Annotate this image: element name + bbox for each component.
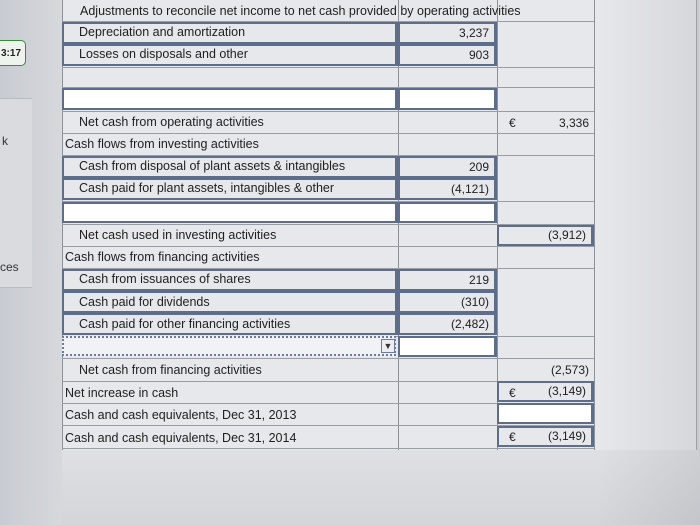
grid-line — [62, 358, 594, 359]
financing-header: Cash flows from financing activities — [65, 250, 260, 264]
label-paid-plant: Cash paid for plant assets, intangibles & other — [79, 181, 335, 195]
value-depreciation: 3,237 — [458, 26, 489, 40]
adjustments-header: Adjustments to reconcile net income to net cash provided by operating activities — [80, 4, 521, 18]
currency-cash-2014: € — [509, 430, 516, 444]
value-disposal: 209 — [468, 160, 489, 174]
value-dividends: (310) — [460, 295, 489, 309]
left-fragment-k: k — [2, 134, 8, 148]
value-net-operating: 3,336 — [558, 116, 589, 130]
empty-label-input-investing[interactable] — [62, 202, 398, 223]
value-input-cash-2013[interactable] — [497, 403, 594, 424]
label-losses: Losses on disposals and other — [79, 47, 248, 61]
empty-value-input-investing[interactable] — [398, 202, 497, 223]
value-losses: 903 — [468, 48, 489, 62]
background-right-shade — [597, 0, 700, 525]
label-net-financing: Net cash from financing activities — [79, 363, 262, 377]
label-net-operating: Net cash from operating activities — [79, 115, 264, 129]
value-issuance: 219 — [468, 273, 489, 287]
value-paid-plant: (4,121) — [450, 182, 489, 196]
dropdown-arrow-icon[interactable]: ▼ — [381, 339, 395, 353]
label-select-financing[interactable] — [62, 336, 396, 356]
grid-line — [594, 0, 595, 450]
label-cash-2014: Cash and cash equivalents, Dec 31, 2014 — [65, 431, 297, 445]
investing-header: Cash flows from investing activities — [65, 137, 259, 151]
label-other-financing: Cash paid for other financing activities — [79, 317, 291, 331]
empty-value-input-financing[interactable] — [398, 336, 497, 357]
currency-net-increase: € — [509, 386, 516, 400]
time-chip — [0, 40, 26, 66]
grid-line — [62, 448, 594, 449]
value-other-financing: (2,482) — [450, 317, 489, 331]
empty-label-input-operating[interactable] — [62, 88, 398, 110]
label-dividends: Cash paid for dividends — [79, 295, 210, 309]
value-cash-2014: (3,149) — [547, 429, 586, 443]
label-depreciation: Depreciation and amortization — [79, 25, 246, 39]
currency-net-operating: € — [509, 116, 516, 130]
label-cash-2013: Cash and cash equivalents, Dec 31, 2013 — [65, 408, 297, 422]
label-issuance: Cash from issuances of shares — [79, 272, 251, 286]
label-net-investing: Net cash used in investing activities — [79, 228, 277, 242]
left-fragment-ces: ces — [0, 260, 19, 274]
value-net-investing: (3,912) — [547, 228, 586, 242]
grid-line — [62, 246, 594, 247]
time-fragment: 3:17 — [0, 47, 21, 59]
label-disposal: Cash from disposal of plant assets & intangibles — [79, 159, 346, 173]
grid-line — [62, 111, 594, 112]
grid-line — [62, 67, 594, 68]
value-net-financing: (2,573) — [550, 363, 589, 377]
empty-value-input-operating[interactable] — [398, 88, 497, 110]
label-net-increase: Net increase in cash — [65, 386, 179, 400]
grid-line — [62, 133, 594, 134]
value-net-increase: (3,149) — [547, 384, 586, 398]
